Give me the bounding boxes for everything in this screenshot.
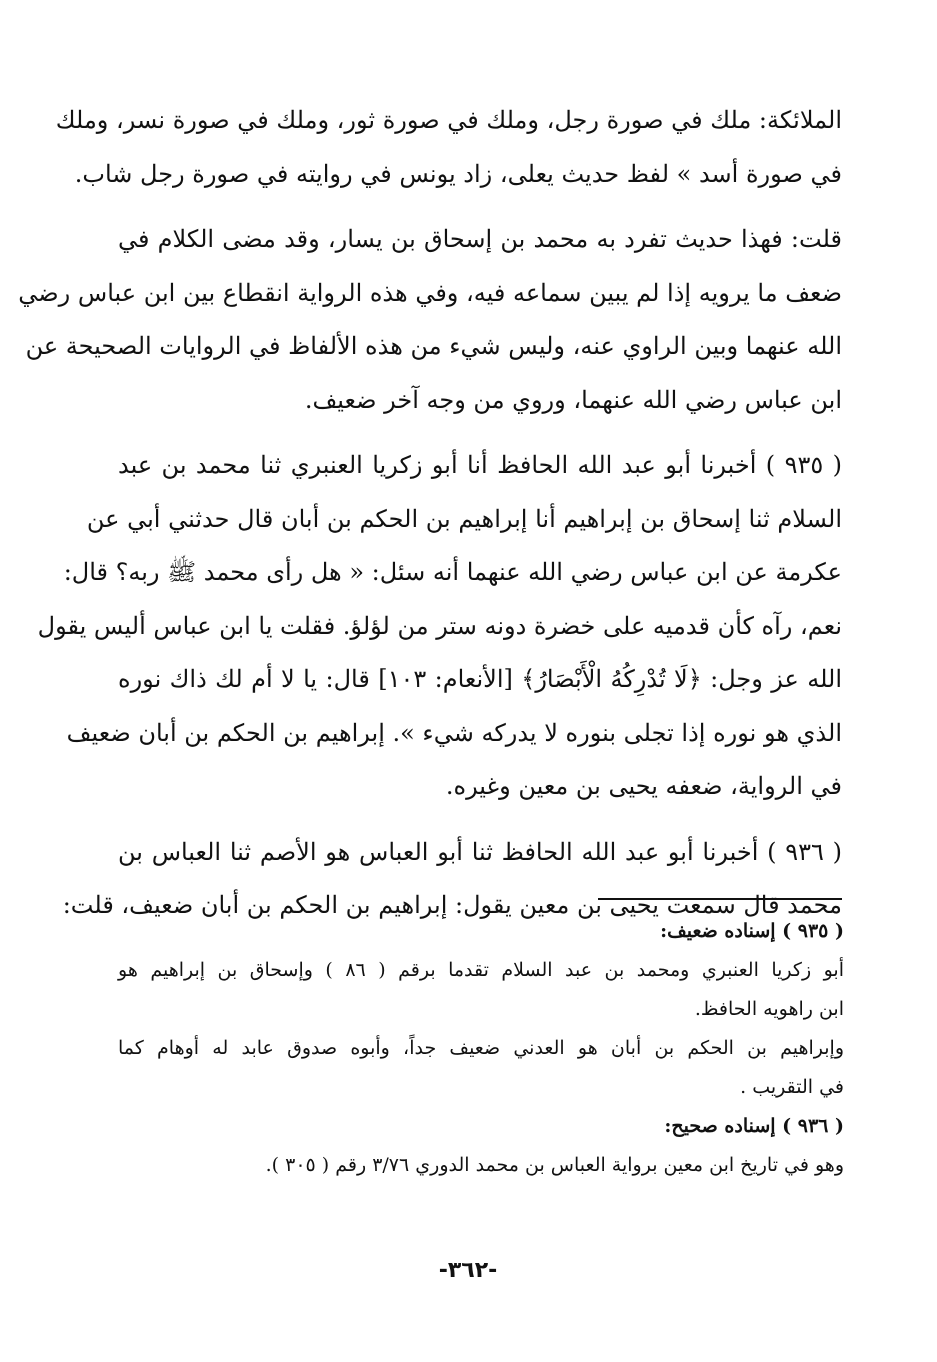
hadith-936-line: ( ٩٣٦ ) أخبرنا أبو عبد الله الحافظ ثنا أبو العباس هو الأصم ثنا العباس بن (118, 837, 842, 866)
text-line: في الرواية، ضعفه يحيى بن معين وغيره. (445, 772, 842, 800)
text-line: محمد قال سمعت يحيى بن معين يقول: إبراهيم بن الحكم بن أبان ضعيف، قلت: (62, 891, 842, 919)
hadith-935-line: ( ٩٣٥ ) أخبرنا أبو عبد الله الحافظ أنا أبو زكريا العنبري ثنا محمد بن عبد (118, 451, 842, 479)
text-line: عكرمة عن ابن عباس رضي الله عنهما أنه سئل: « هل رأى محمد ﷺ ربه؟ قال: (63, 558, 842, 586)
text-line: في صورة أسد » لفظ حديث يعلى، زاد يونس في روايته في صورة رجل شاب. (74, 159, 842, 188)
text-line: السلام ثنا إسحاق بن إبراهيم أنا إبراهيم بن الحكم بن أبان قال حدثني أبي عن (86, 504, 842, 533)
text-line: الذي هو نوره إذا تجلى بنوره لا يدركه شيء ». إبراهيم بن الحكم بن أبان ضعيف (66, 718, 842, 747)
footnotes (118, 912, 844, 1185)
text-line: الله عنهما وبين الراوي عنه، وليس شيء من هذه الألفاظ في الروايات الصحيحة عن (25, 332, 842, 360)
footnote-divider (598, 898, 842, 900)
footnote-935-line: وإبراهيم بن الحكم بن أبان هو العدني ضعيف جداً، وأبوه صدوق عابد له أوهام كما (118, 1037, 844, 1059)
footnote-936-line: وهو في تاريخ ابن معين برواية العباس بن محمد الدوري ٣/٧٦ رقم ( ٣٠٥ ). (265, 1154, 844, 1176)
footnote-935-line: ابن راهويه الحافظ. (694, 998, 844, 1020)
main-text (18, 94, 842, 933)
text-line: الله عز وجل: ﴿لَا تُدْرِكُهُ الْأَبْصَارُ﴾ [الأنعام: ١٠٣] قال: يا لا أم لك ذاك نوره (118, 665, 842, 693)
paragraph-gap (118, 814, 842, 826)
text-line: قلت: فهذا حديث تفرد به محمد بن إسحاق بن يسار، وقد مضى الكلام في (118, 225, 842, 253)
footnote-936-heading: ( ٩٣٦ ) إسناده صحيح: (664, 1115, 844, 1137)
paragraph-gap (118, 201, 842, 213)
text-line: نعم، رآه كأن قدميه على خضرة دونه ستر من لؤلؤ. فقلت يا ابن عباس أليس يقول (37, 611, 842, 640)
text-line: ابن عباس رضي الله عنهما، وروي من وجه آخر ضعيف. (304, 385, 842, 414)
footnote-935-heading: ( ٩٣٥ ) إسناده ضعيف: (660, 920, 844, 942)
text-line: الملائكة: ملك في صورة رجل، وملك في صورة ثور، وملك في صورة نسر، وملك (55, 106, 842, 134)
paragraph-gap (118, 427, 842, 439)
text-line: ضعف ما يرويه إذا لم يبين سماعه فيه، وفي هذه الرواية انقطاع بين ابن عباس رضي (18, 278, 842, 307)
page-number: -٣٦٢- (438, 1258, 498, 1283)
footnote-935-line: أبو زكريا العنبري ومحمد بن عبد السلام تقدما برقم ( ٨٦ ) وإسحاق بن إبراهيم هو (118, 959, 845, 981)
footnote-935-line: في التقريب . (740, 1076, 844, 1098)
